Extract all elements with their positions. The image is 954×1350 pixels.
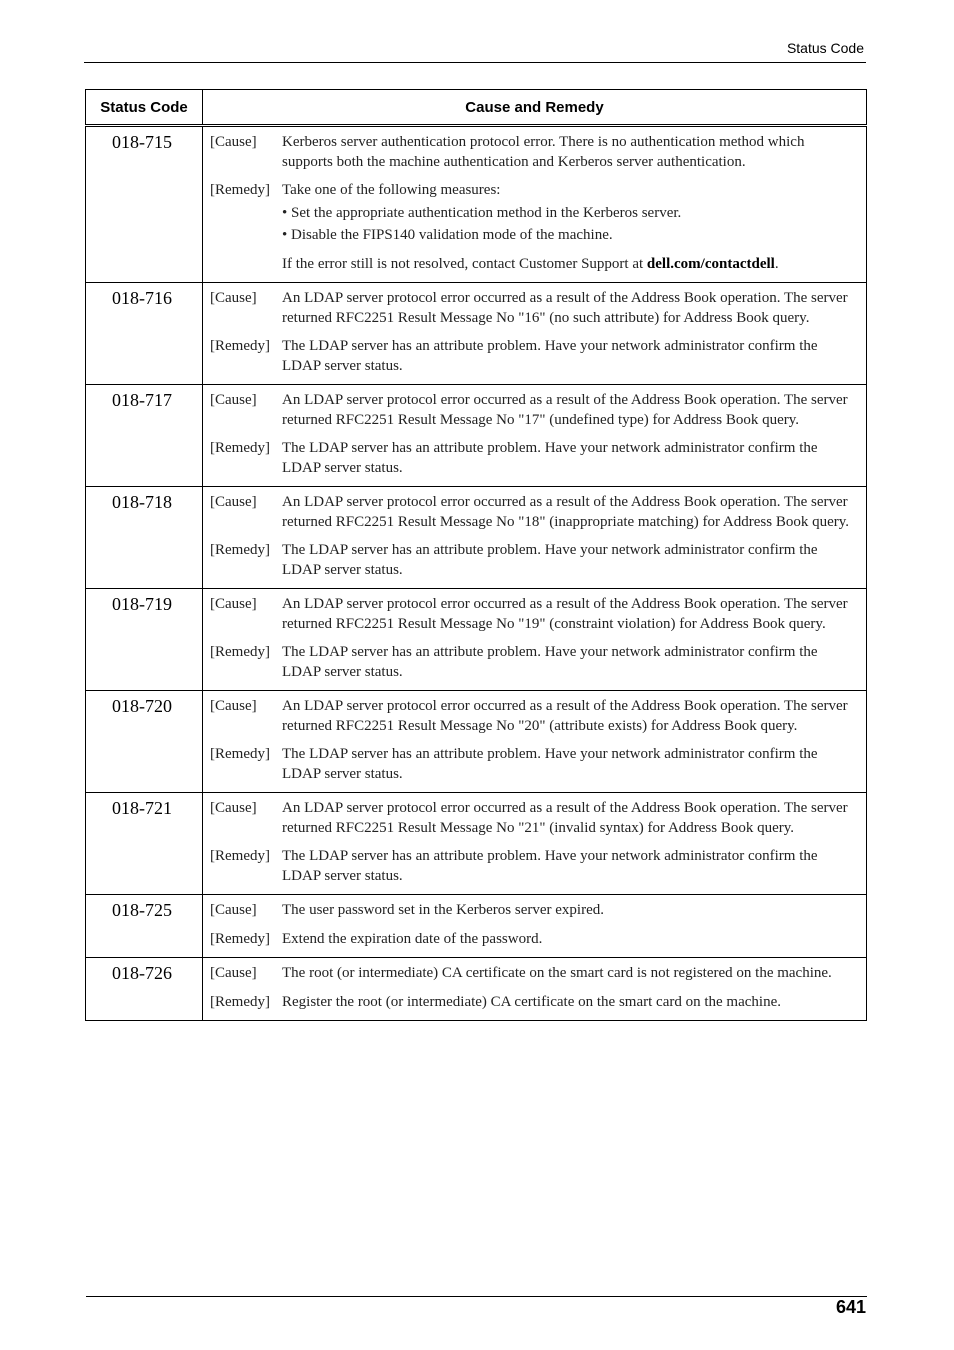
cause-remedy-cell: [203, 487, 867, 589]
cause-tag: [Cause]: [210, 698, 257, 714]
cause-tag: [Cause]: [210, 902, 257, 918]
remedy-text: The LDAP server has an attribute problem. Have your network administrator confirm the LDAP server status.: [282, 338, 818, 374]
column-header-cause-and-remedy: Cause and Remedy: [203, 90, 867, 126]
status-code: 018-725: [86, 895, 203, 958]
cause-entry: [210, 901, 858, 921]
status-code: 018-726: [86, 958, 203, 1021]
remedy-bullet: • Disable the FIPS140 validation mode of the machine.: [282, 227, 613, 243]
cause-text: An LDAP server protocol error occurred as a result of the Address Book operation. The server returned RFC2251 Result Message No "19" (constraint violation) for Address Book query.: [282, 596, 848, 632]
column-header-status-code: Status Code: [86, 90, 203, 126]
cause-text: The root (or intermediate) CA certificate on the smart card is not registered on the machine.: [282, 965, 832, 981]
remedy-entry: [210, 337, 858, 376]
table-row: [86, 589, 867, 691]
running-header: Status Code: [786, 40, 864, 56]
header-rule: [84, 62, 866, 63]
cause-entry: [210, 799, 858, 838]
remedy-text: The LDAP server has an attribute problem. Have your network administrator confirm the LDAP server status.: [282, 746, 818, 782]
table-header-row: [86, 90, 867, 126]
status-code: 018-715: [86, 126, 203, 283]
cause-text: An LDAP server protocol error occurred as a result of the Address Book operation. The server returned RFC2251 Result Message No "16" (no such attribute) for Address Book query.: [282, 290, 848, 326]
table-row: [86, 487, 867, 589]
cause-remedy-cell: [203, 691, 867, 793]
cause-remedy-cell: [203, 793, 867, 895]
remedy-entry: [210, 745, 858, 784]
table-row: [86, 283, 867, 385]
remedy-text: The LDAP server has an attribute problem. Have your network administrator confirm the LDAP server status.: [282, 644, 818, 680]
cause-entry: [210, 493, 858, 532]
cause-remedy-cell: [203, 126, 867, 283]
remedy-tag: [Remedy]: [210, 182, 270, 198]
table-row: [86, 691, 867, 793]
footer-rule: [86, 1296, 867, 1297]
remedy-tag: [Remedy]: [210, 542, 270, 558]
remedy-tag: [Remedy]: [210, 746, 270, 762]
remedy-entry: [210, 643, 858, 682]
cause-remedy-cell: [203, 895, 867, 958]
cause-tag: [Cause]: [210, 392, 257, 408]
cause-entry: [210, 133, 858, 172]
remedy-entry: [210, 847, 858, 886]
cause-text: An LDAP server protocol error occurred as a result of the Address Book operation. The server returned RFC2251 Result Message No "17" (undefined type) for Address Book query.: [282, 392, 848, 428]
remedy-text: Extend the expiration date of the password.: [282, 930, 543, 947]
remedy-entry: [210, 541, 858, 580]
cause-entry: [210, 391, 858, 430]
remedy-text: The LDAP server has an attribute problem. Have your network administrator confirm the LDAP server status.: [282, 440, 818, 476]
remedy-tag: [Remedy]: [210, 930, 270, 947]
status-code-table: [85, 89, 867, 1021]
cause-text: An LDAP server protocol error occurred as a result of the Address Book operation. The server returned RFC2251 Result Message No "21" (invalid syntax) for Address Book query.: [282, 800, 848, 836]
cause-text: An LDAP server protocol error occurred as a result of the Address Book operation. The server returned RFC2251 Result Message No "20" (attribute exists) for Address Book query.: [282, 698, 848, 734]
support-note: [282, 255, 858, 275]
cause-tag: [Cause]: [210, 494, 257, 510]
cause-text: An LDAP server protocol error occurred as a result of the Address Book operation. The server returned RFC2251 Result Message No "18" (inappropriate matching) for Address Book query.: [282, 494, 850, 530]
table-row: [86, 895, 867, 958]
cause-tag: [Cause]: [210, 596, 257, 612]
cause-entry: [210, 697, 858, 736]
cause-text: The user password set in the Kerberos server expired.: [282, 902, 604, 918]
table-row: [86, 958, 867, 1021]
remedy-entry: [210, 993, 858, 1013]
table-row: [86, 126, 867, 283]
cause-remedy-cell: [203, 283, 867, 385]
cause-remedy-cell: [203, 958, 867, 1021]
status-code: 018-717: [86, 385, 203, 487]
table-row: [86, 385, 867, 487]
support-note-text: If the error still is not resolved, contact Customer Support at: [282, 255, 647, 272]
status-code: 018-716: [86, 283, 203, 385]
remedy-text: The LDAP server has an attribute problem. Have your network administrator confirm the LDAP server status.: [282, 848, 818, 884]
status-code: 018-721: [86, 793, 203, 895]
status-code: 018-719: [86, 589, 203, 691]
cause-tag: [Cause]: [210, 290, 257, 306]
remedy-entry: [210, 181, 858, 274]
table-row: [86, 793, 867, 895]
cause-entry: [210, 964, 858, 984]
support-note-end: .: [774, 255, 779, 272]
remedy-tag: [Remedy]: [210, 993, 270, 1010]
status-code: 018-718: [86, 487, 203, 589]
cause-remedy-cell: [203, 385, 867, 487]
remedy-tag: [Remedy]: [210, 644, 270, 660]
remedy-tag: [Remedy]: [210, 848, 270, 864]
remedy-tag: [Remedy]: [210, 440, 270, 456]
remedy-text: Take one of the following measures:: [282, 182, 501, 198]
support-link[interactable]: dell.com/contactdell: [646, 255, 775, 272]
cause-entry: [210, 595, 858, 634]
remedy-bullet: • Set the appropriate authentication method in the Kerberos server.: [282, 204, 682, 221]
cause-entry: [210, 289, 858, 328]
page-number: 641: [835, 1297, 866, 1317]
cause-tag: [Cause]: [210, 134, 257, 150]
remedy-text: Register the root (or intermediate) CA certificate on the smart card on the machine.: [282, 993, 781, 1010]
remedy-text: The LDAP server has an attribute problem. Have your network administrator confirm the LDAP server status.: [282, 542, 818, 578]
cause-tag: [Cause]: [210, 800, 257, 816]
cause-text: Kerberos server authentication protocol error. There is no authentication method which supports both the machine authentication and Kerberos server authentication.: [282, 134, 805, 170]
remedy-tag: [Remedy]: [210, 338, 270, 354]
remedy-entry: [210, 930, 858, 950]
cause-remedy-cell: [203, 589, 867, 691]
remedy-entry: [210, 439, 858, 478]
status-code: 018-720: [86, 691, 203, 793]
cause-tag: [Cause]: [210, 965, 257, 981]
